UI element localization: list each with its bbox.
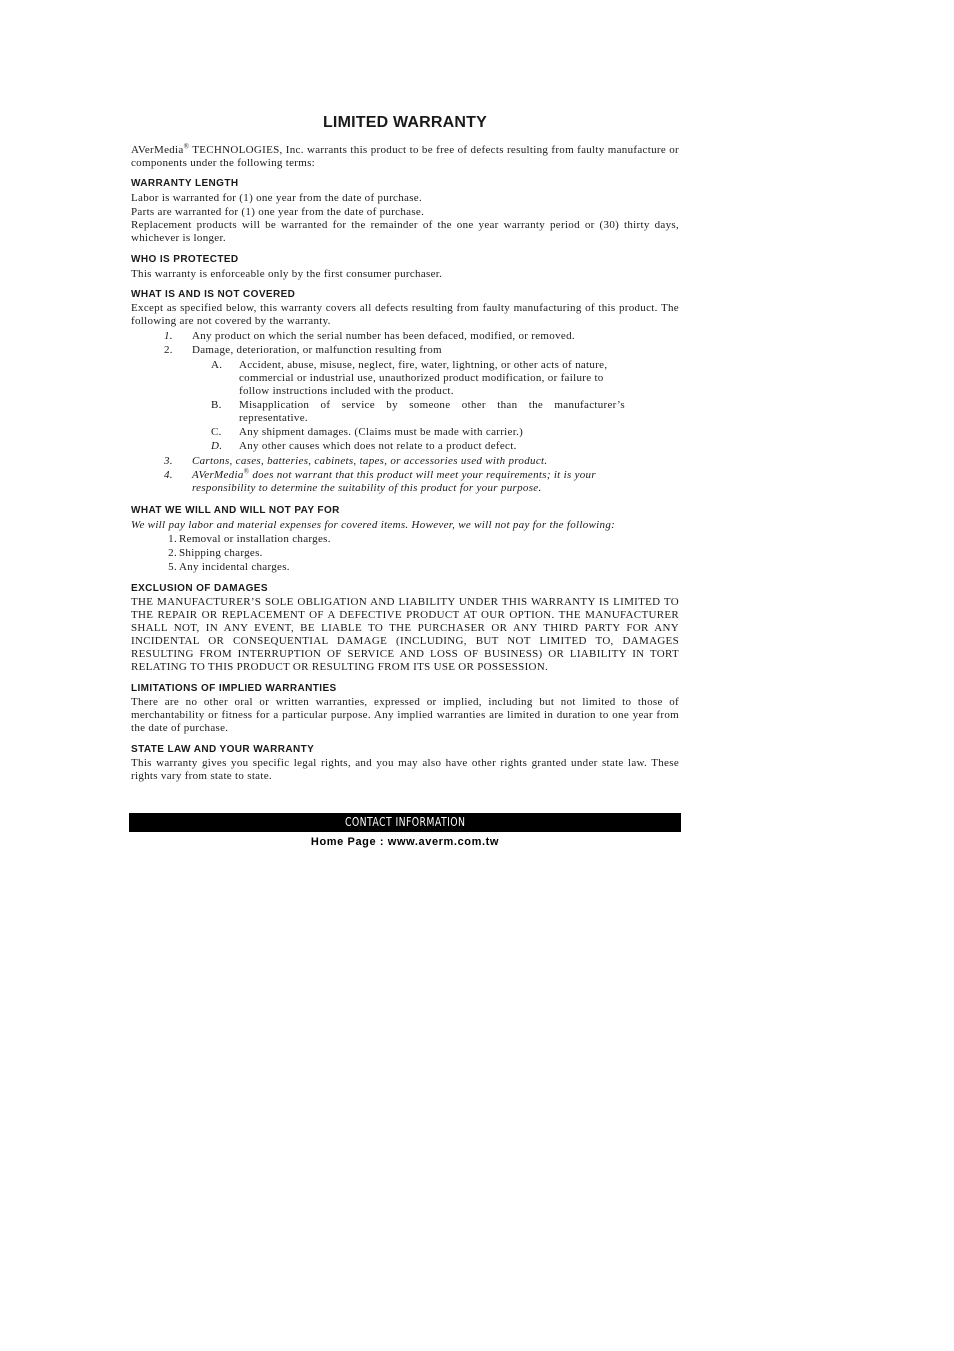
covered-item-1: [131, 330, 679, 343]
warranty-length-parts: Parts are warranted for (1) one year from the date of purchase.: [131, 206, 425, 218]
covered-sub-c: [131, 426, 679, 439]
will-pay-item-2-num: 2.: [168, 547, 177, 559]
intro-paragraph: [131, 144, 679, 170]
heading-covered: WHAT IS AND IS NOT COVERED: [131, 289, 296, 300]
heading-limitations: LIMITATIONS OF IMPLIED WARRANTIES: [131, 683, 337, 694]
covered-sub-d-text: Any other causes which does not relate to a product defect.: [239, 440, 517, 452]
covered-item-4-text: does not warrant that this product will meet your requirements; it is your responsibility to determine the suitability of this product for your purpose.: [192, 469, 596, 494]
will-pay-item-2: [131, 546, 679, 560]
state-law-text: This warranty gives you specific legal rights, and you may also have other rights granted under state law. These rights vary from state to state.: [131, 757, 679, 782]
limitations-text: There are no other oral or written warranties, expressed or implied, including but not limited to those of merchantability or fitness for a particular purpose. Any implied warranties are limited in duration to one year from the date of purchase.: [131, 696, 679, 734]
covered-item-1-num: 1.: [164, 330, 173, 342]
covered-sub-d-num: D.: [211, 440, 223, 452]
page-title: LIMITED WARRANTY: [322, 114, 488, 131]
will-pay-item-2-text: Shipping charges.: [179, 547, 263, 559]
covered-item-3-num: 3.: [164, 455, 173, 467]
warranty-length-replacement: Replacement products will be warranted for the remainder of the one year warranty period or (30) thirty days, whichever is longer.: [131, 219, 679, 244]
heading-exclusion: EXCLUSION OF DAMAGES: [131, 583, 268, 594]
covered-intro: Except as specified below, this warranty covers all defects resulting from faulty manufacturing of this product. The following are not covered by the warranty.: [131, 302, 679, 327]
will-pay-item-1-num: 1.: [168, 533, 177, 545]
covered-sub-b-text: Misapplication of service by someone other than the manufacturer’s representative.: [239, 399, 625, 424]
covered-sub-b-num: B.: [211, 399, 222, 411]
covered-sub-c-num: C.: [211, 426, 222, 438]
covered-sub-a-text: Accident, abuse, misuse, neglect, fire, water, lightning, or other acts of nature, commercial or industrial use, unauthorized product modification, or failure to follow instructions included with the product.: [239, 359, 608, 397]
covered-item-2: [131, 344, 679, 357]
heading-warranty-length: WARRANTY LENGTH: [131, 178, 239, 189]
covered-item-2-num: 2.: [164, 344, 173, 356]
intro-text: TECHNOLOGIES, Inc. warrants this product to be free of defects resulting from faulty manufacture or components under the following terms:: [131, 144, 679, 169]
heading-state-law: STATE LAW AND YOUR WARRANTY: [131, 744, 315, 755]
will-pay-item-1-text: Removal or installation charges.: [179, 533, 331, 545]
covered-sub-d: [131, 440, 679, 453]
contact-bar-label: CONTACT INFORMATION: [344, 815, 466, 829]
will-pay-item-1: [131, 532, 679, 546]
covered-sub-a: [131, 359, 679, 398]
warranty-document: [131, 114, 679, 783]
will-pay-item-3: [131, 560, 679, 574]
intro-brand: AVerMedia: [131, 144, 184, 156]
covered-item-4-num: 4.: [164, 469, 173, 481]
covered-sub-c-text: Any shipment damages. (Claims must be made with carrier.): [239, 426, 524, 438]
covered-sub-a-num: A.: [211, 359, 223, 371]
registered-mark: ®: [183, 142, 190, 151]
who-protected-text: This warranty is enforceable only by the first consumer purchaser.: [131, 268, 443, 280]
covered-item-4-text-wrap: [192, 469, 648, 495]
registered-mark: ®: [243, 467, 250, 476]
warranty-length-labor: Labor is warranted for (1) one year from the date of purchase.: [131, 192, 423, 204]
covered-item-3-text: Cartons, cases, batteries, cabinets, tapes, or accessories used with product.: [192, 455, 548, 467]
covered-item-4-brand: AVerMedia: [192, 469, 244, 481]
heading-will-pay: WHAT WE WILL AND WILL NOT PAY FOR: [131, 505, 340, 516]
covered-item-4: [131, 469, 679, 495]
home-page-link[interactable]: Home Page : www.averm.com.tw: [310, 836, 500, 848]
will-pay-item-3-num: 5.: [168, 561, 177, 573]
will-pay-item-3-text: Any incidental charges.: [179, 561, 290, 573]
contact-information-bar: [129, 813, 681, 832]
heading-who-protected: WHO IS PROTECTED: [131, 254, 239, 265]
will-pay-intro: We will pay labor and material expenses for covered items. However, we will not pay for the following:: [131, 519, 616, 531]
covered-item-1-text: Any product on which the serial number has been defaced, modified, or removed.: [192, 330, 575, 342]
covered-item-3: [131, 455, 679, 468]
covered-sub-b: [131, 399, 679, 425]
covered-item-2-text: Damage, deterioration, or malfunction resulting from: [192, 344, 442, 356]
exclusion-text: THE MANUFACTURER’S SOLE OBLIGATION AND LIABILITY UNDER THIS WARRANTY IS LIMITED TO THE REPAIR OR REPLACEMENT OF A DEFECTIVE PRODUCT AT OUR OPTION. THE MANUFACTURER SHALL NOT, IN ANY EVENT, BE LIABLE TO THE PURCHASER OR ANY THIRD PARTY FOR ANY INCIDENTAL OR CONSEQUENTIAL DAMAGE (INCLUDING, BUT NOT LIMITED TO, DAMAGES RESULTING FROM INTERRUPTION OF SERVICE AND LOSS OF BUSINESS) OR LIABILITY IN TORT RELATING TO THIS PRODUCT OR RESULTING FROM ITS USE OR POSSESSION.: [131, 596, 679, 673]
